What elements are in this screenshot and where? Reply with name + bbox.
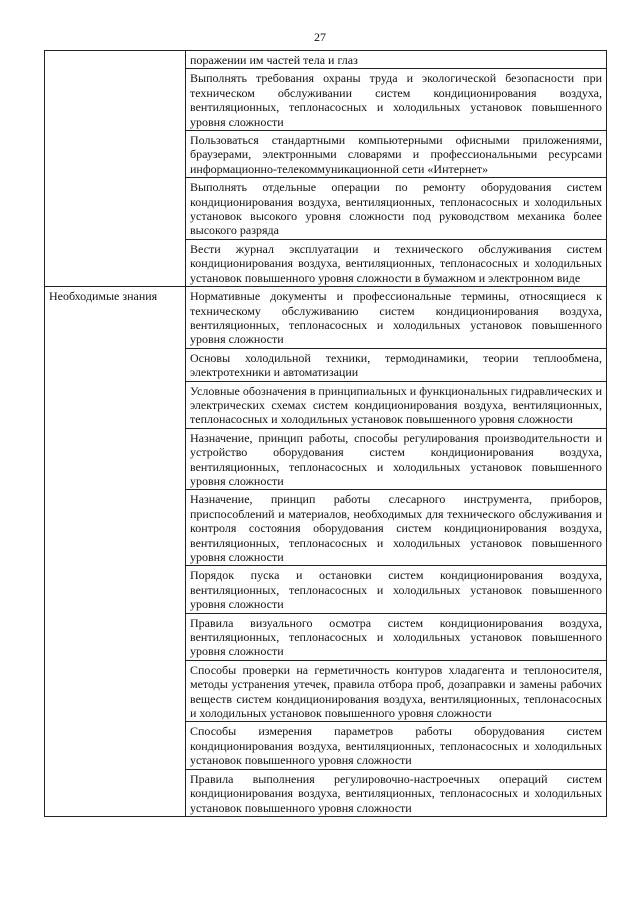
table-row <box>45 287 607 349</box>
knowledge-item: Нормативные документы и профессиональные термины, относящиеся к техническому обслуживанию систем кондиционирования воздуха, вентиляционных, теплонасосных и холодильных установок повышенного уровня сложности <box>186 287 607 349</box>
knowledge-item: Правила выполнения регулировочно-настроечных операций систем кондиционирования воздуха, вентиляционных, теплонасосных и холодильных установок повышенного уровня сложности <box>186 769 607 816</box>
skill-item: Выполнять отдельные операции по ремонту оборудования систем кондиционирования воздуха, вентиляционных, теплонасосных и холодильных установок высокого уровня сложности под руководством механика более высокого разряда <box>186 178 607 240</box>
knowledge-item: Назначение, принцип работы, способы регулирования производительности и устройство оборудования систем кондиционирования воздуха, вентиляционных, теплонасосных и холодильных установок повышенного уровня сложности <box>186 428 607 490</box>
knowledge-item: Основы холодильной техники, термодинамики, теории теплообмена, электротехники и автоматизации <box>186 348 607 381</box>
knowledge-item: Условные обозначения в принципиальных и функциональных гидравлических и электрических схемах систем кондиционирования воздуха, вентиляционных, теплонасосных и холодильных установок повышенного уровня сложности <box>186 381 607 428</box>
knowledge-item: Способы проверки на герметичность контуров хладагента и теплоносителя, методы устранения утечек, правила отбора проб, дозаправки и замены рабочих веществ систем кондиционирования воздуха, вентиляционных, теплонасосных и холодильных установок повышенного уровня сложности <box>186 660 607 722</box>
skill-item: Пользоваться стандартными компьютерными офисными приложениями, браузерами, электронными словарями и профессиональными ресурсами информационно-телекоммуникационной сети «Интернет» <box>186 131 607 178</box>
skills-label-cell <box>45 51 186 287</box>
knowledge-item: Способы измерения параметров работы оборудования систем кондиционирования воздуха, вентиляционных, теплонасосных и холодильных установок повышенного уровня сложности <box>186 722 607 769</box>
skill-item: поражении им частей тела и глаз <box>186 51 607 69</box>
knowledge-item: Правила визуального осмотра систем кондиционирования воздуха, вентиляционных, теплонасосных и холодильных установок повышенного уровня сложности <box>186 613 607 660</box>
requirements-table <box>44 50 607 817</box>
knowledge-label: Необходимые знания <box>45 287 186 817</box>
table-row <box>45 51 607 69</box>
knowledge-item: Назначение, принцип работы слесарного инструмента, приборов, приспособлений и материалов, необходимых для технического обслуживания и контроля состояния оборудования систем кондиционирования воздуха, вентиляционных, теплонасосных и холодильных установок повышенного уровня сложности <box>186 490 607 566</box>
skill-item: Выполнять требования охраны труда и экологической безопасности при техническом обслуживании систем кондиционирования воздуха, вентиляционных, теплонасосных и холодильных установок повышенного уровня сложности <box>186 69 607 131</box>
page-number: 27 <box>314 30 326 44</box>
skill-item: Вести журнал эксплуатации и технического обслуживания систем кондиционирования воздуха, вентиляционных, теплонасосных и холодильных установок повышенного уровня сложности в бумажном и электронном виде <box>186 239 607 286</box>
knowledge-item: Порядок пуска и остановки систем кондиционирования воздуха, вентиляционных, теплонасосных и холодильных установок повышенного уровня сложности <box>186 566 607 613</box>
